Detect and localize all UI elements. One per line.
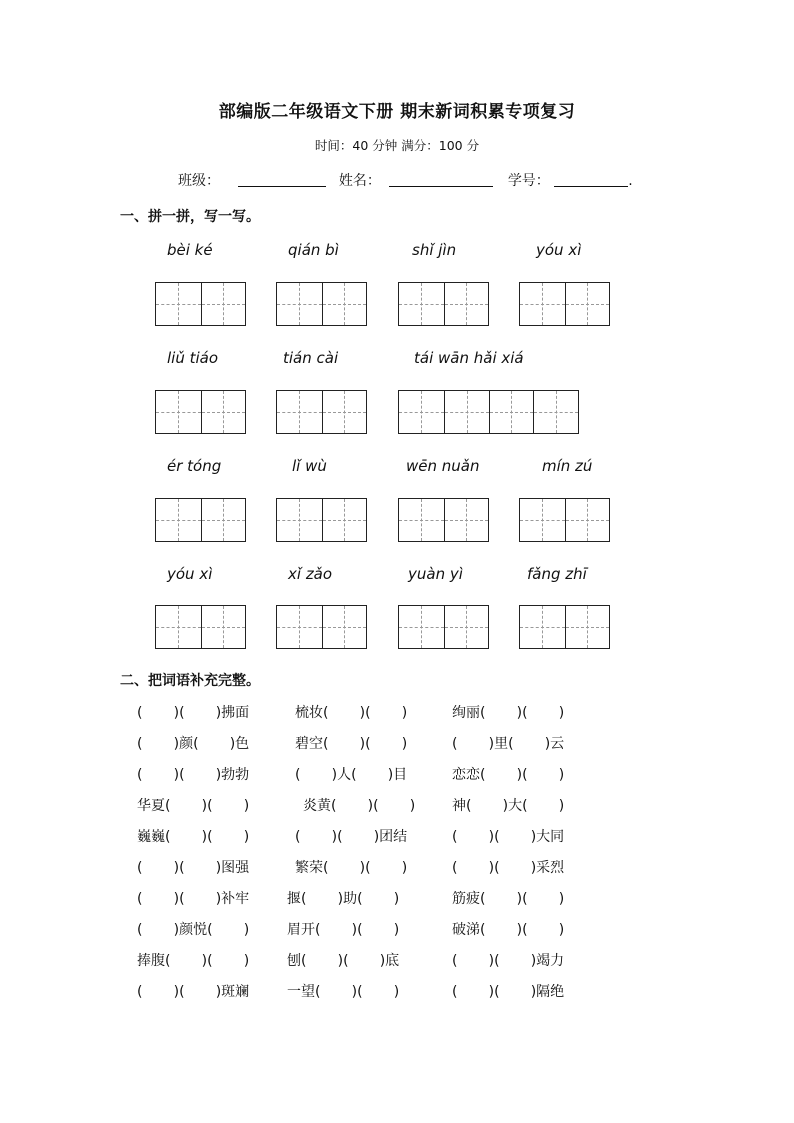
idiom-fill-item[interactable]: 神( )大( ) [452, 798, 565, 814]
end-mark: . [628, 173, 633, 189]
idiom-fill-item[interactable]: 巍巍( )( ) [137, 829, 250, 845]
writing-grid[interactable] [155, 390, 246, 434]
idiom-fill-item[interactable]: 筋疲( )( ) [452, 891, 565, 907]
idiom-fill-item[interactable]: ( )( )隔绝 [452, 984, 565, 1000]
pinyin-label: lǐ wù [292, 457, 327, 475]
idiom-fill-item[interactable]: 华夏( )( ) [137, 798, 250, 814]
idiom-fill-item[interactable]: ( )( )图强 [137, 860, 250, 876]
pinyin-label: bèi ké [167, 241, 213, 259]
idiom-fill-item[interactable]: ( )( )拂面 [137, 705, 250, 721]
writing-grid[interactable] [398, 605, 489, 649]
writing-grid[interactable] [155, 282, 246, 326]
writing-grid[interactable] [519, 282, 610, 326]
idiom-fill-item[interactable]: ( )( )大同 [452, 829, 565, 845]
page-title: 部编版二年级语文下册 期末新词积累专项复习 [218, 102, 576, 122]
writing-grid[interactable] [519, 605, 610, 649]
idiom-fill-item[interactable]: ( )里( )云 [452, 736, 565, 752]
idiom-fill-item[interactable]: 破涕( )( ) [452, 922, 565, 938]
idiom-fill-item[interactable]: ( )( )竭力 [452, 953, 565, 969]
writing-grid[interactable] [398, 282, 489, 326]
idiom-fill-item[interactable]: 揠( )助( ) [287, 891, 400, 907]
idiom-fill-item[interactable]: ( )颜悦( ) [137, 922, 250, 938]
idiom-fill-item[interactable]: ( )( )团结 [295, 829, 408, 845]
class-label: 班级： [178, 173, 220, 189]
number-field[interactable] [554, 172, 628, 187]
pinyin-label: yóu xì [536, 241, 582, 259]
pinyin-label: wēn nuǎn [406, 457, 480, 475]
pinyin-label: xǐ zǎo [288, 565, 333, 583]
idiom-fill-item[interactable]: ( )颜( )色 [137, 736, 250, 752]
pinyin-label: tái wān hǎi xiá [414, 349, 524, 367]
name-label: 姓名： [338, 173, 381, 189]
idiom-fill-item[interactable]: 捧腹( )( ) [137, 953, 250, 969]
pinyin-label: liǔ tiáo [167, 349, 219, 367]
idiom-fill-item[interactable]: 绚丽( )( ) [452, 705, 565, 721]
number-label: 学号： [507, 173, 550, 189]
idiom-fill-item[interactable]: 碧空( )( ) [295, 736, 408, 752]
idiom-fill-item[interactable]: 梳妆( )( ) [295, 705, 408, 721]
name-field[interactable] [389, 172, 493, 187]
writing-grid[interactable] [276, 282, 367, 326]
pinyin-label: shǐ jìn [412, 241, 457, 259]
idiom-fill-item[interactable]: 繁荣( )( ) [295, 860, 408, 876]
section-1-heading: 一、拼一拼，写一写。 [120, 209, 260, 225]
idiom-fill-item[interactable]: ( )( )勃勃 [137, 767, 250, 783]
writing-grid-four[interactable] [398, 390, 579, 434]
writing-grid[interactable] [276, 390, 367, 434]
class-field[interactable] [238, 172, 326, 187]
writing-grid[interactable] [276, 605, 367, 649]
writing-grid[interactable] [398, 498, 489, 542]
idiom-fill-item[interactable]: 恋恋( )( ) [452, 767, 565, 783]
writing-grid[interactable] [155, 605, 246, 649]
idiom-fill-item[interactable]: 眉开( )( ) [287, 922, 400, 938]
pinyin-label: mín zú [542, 457, 593, 475]
idiom-fill-item[interactable]: 炎黄( )( ) [303, 798, 416, 814]
section-2-heading: 二、把词语补充完整。 [120, 673, 260, 689]
idiom-fill-item[interactable]: ( )( )补牢 [137, 891, 250, 907]
writing-grid[interactable] [276, 498, 367, 542]
student-info-line [178, 170, 633, 190]
pinyin-label: yuàn yì [408, 565, 463, 583]
idiom-fill-item[interactable]: 一望( )( ) [287, 984, 400, 1000]
idiom-fill-item[interactable]: ( )人( )目 [295, 767, 408, 783]
pinyin-label: yóu xì [167, 565, 213, 583]
writing-grid[interactable] [519, 498, 610, 542]
exam-time-score: 时间：40 分钟 满分：100 分 [314, 138, 480, 153]
idiom-fill-item[interactable]: ( )( )采烈 [452, 860, 565, 876]
idiom-fill-item[interactable]: 刨( )( )底 [287, 953, 400, 969]
writing-grid[interactable] [155, 498, 246, 542]
idiom-fill-item[interactable]: ( )( )斑斓 [137, 984, 250, 1000]
pinyin-label: qián bì [288, 241, 339, 259]
pinyin-label: tián cài [283, 349, 339, 367]
pinyin-label: ér tóng [167, 457, 222, 475]
pinyin-label: fǎng zhī [527, 565, 587, 583]
